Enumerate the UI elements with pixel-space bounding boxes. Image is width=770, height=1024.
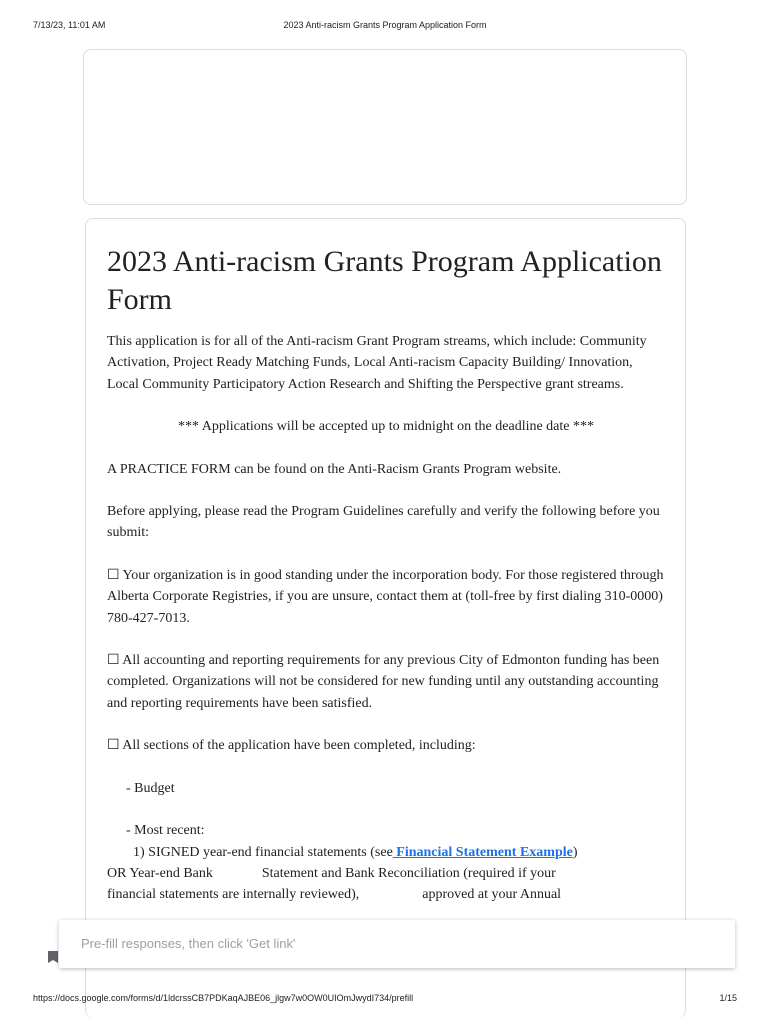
signed-suffix: ) xyxy=(572,844,578,860)
prefill-bar xyxy=(59,920,735,968)
print-datetime: 7/13/23, 11:01 AM xyxy=(33,20,106,30)
checklist-item-sections: ☐ All sections of the application have been completed, including: xyxy=(107,738,476,754)
deadline-notice: *** Applications will be accepted up to midnight on the deadline date *** xyxy=(177,419,594,435)
item-most-recent: - Most recent: xyxy=(126,823,205,839)
intro-text: This application is for all of the Anti-racism Grant Program streams, which include: Community Activation, Project Ready Matching Funds, Local Anti-racism Capacity Building/ Innovation, Local Community Participatory Action Research and Shifting the Perspective grant streams. xyxy=(107,334,647,392)
print-header xyxy=(33,20,737,34)
prefill-message: Pre-fill responses, then click 'Get link' xyxy=(81,936,296,951)
financial-statement-example-link[interactable]: Financial Statement Example xyxy=(392,844,573,860)
form-description xyxy=(107,331,665,906)
item-budget: - Budget xyxy=(126,780,175,796)
page-number: 1/15 xyxy=(719,993,737,1003)
checklist-item-accounting: ☐ All accounting and reporting requirements for any previous City of Edmonton funding has been completed. Organizations will not be considered for new funding until any outstanding accounting and reporting requirements have been satisfied. xyxy=(107,653,660,711)
feedback-icon[interactable] xyxy=(48,951,58,968)
practice-form-text: A PRACTICE FORM can be found on the Anti-Racism Grants Program website. xyxy=(107,461,562,477)
print-url: https://docs.google.com/forms/d/1ldcrssCB7PDKaqAJBE06_jlgw7w0OW0UIOmJwydI734/prefill xyxy=(33,993,414,1003)
checklist-item-good-standing: ☐ Your organization is in good standing under the incorporation body. For those registered through Alberta Corporate Registries, if you are unsure, contact them at (toll-free by first dialing 310-0000) 780-427-7013. xyxy=(107,567,664,626)
signed-statements-line xyxy=(107,842,665,863)
form-header-banner xyxy=(83,49,687,205)
print-footer xyxy=(33,993,737,1007)
or-bank-line: OR Year-end Bank Statement and Bank Reconciliation (required if your xyxy=(107,865,556,881)
before-applying-text: Before applying, please read the Program Guidelines carefully and verify the following before you submit: xyxy=(107,504,660,541)
signed-prefix: 1) SIGNED year-end financial statements (see xyxy=(133,844,393,860)
print-title: 2023 Anti-racism Grants Program Application Form xyxy=(283,20,487,30)
form-title: 2023 Anti-racism Grants Program Application Form xyxy=(107,245,662,316)
cutoff-line: financial statements are internally reviewed), approved at your Annual xyxy=(107,887,562,903)
